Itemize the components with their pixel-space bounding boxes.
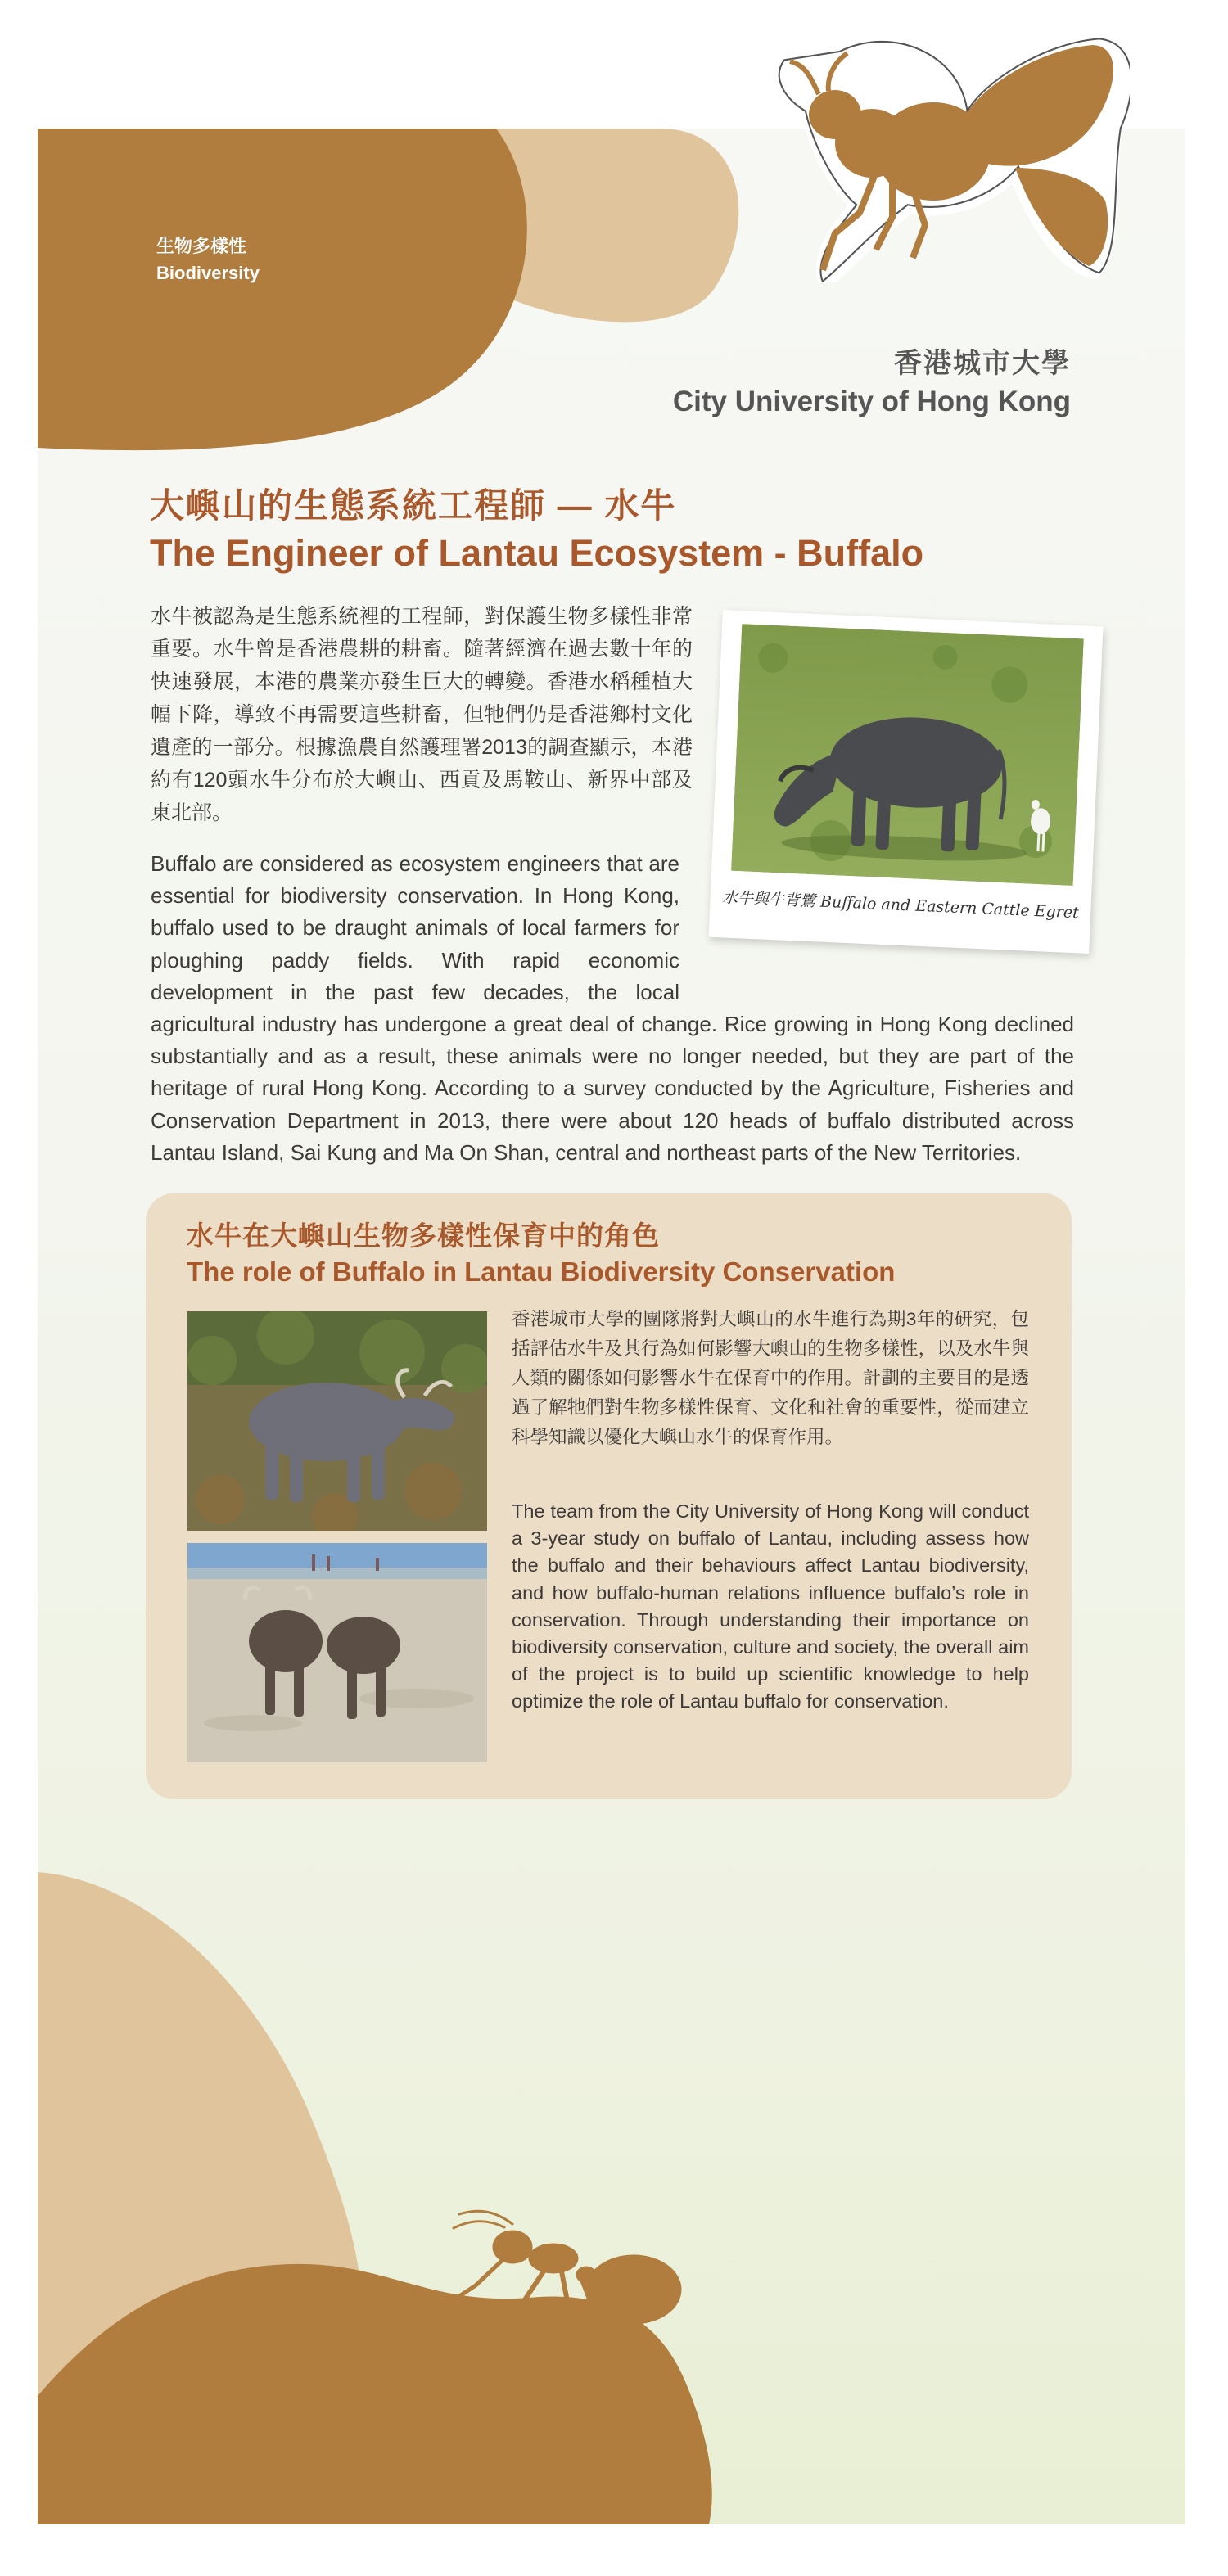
- ant-icon: [422, 2208, 701, 2404]
- university-name: [673, 344, 1071, 421]
- role-title-en: The role of Buffalo in Lantau Biodiversity Conservation: [187, 1256, 896, 1287]
- role-title-zh: 水牛在大嶼山生物多樣性保育中的角色: [187, 1220, 660, 1251]
- buffalo-egret-photo-card: [708, 610, 1103, 954]
- buffalo-egret-photo: [731, 624, 1084, 886]
- buffalo-hillside-photo: [187, 1311, 487, 1531]
- role-section: [146, 1193, 1072, 1799]
- bee-icon: [770, 37, 1130, 282]
- topic-zh: 生物多樣性: [156, 236, 247, 256]
- topic-label: [156, 232, 260, 286]
- university-zh: 香港城市大學: [894, 348, 1071, 379]
- title-zh: 大嶼山的生態系統工程師 — 水牛: [150, 486, 677, 525]
- university-en: City University of Hong Kong: [672, 386, 1071, 417]
- role-text-en: The team from the City University of Hong Kong will conduct a 3-year study on buffalo of Lantau, including assess how the buffalo and their behaviours affect Lantau biodiversity, and how buffalo-human relations influence buffalo’s role in conservation. Through understanding their importance on biodiversity conservation, culture and society, the overall aim of the project is to build up scientific knowledge to help optimize the role of Lantau buffalo for conservation.: [512, 1500, 1029, 1712]
- page-title: [150, 483, 923, 578]
- topic-en: Biodiversity: [156, 263, 260, 283]
- top-brown-blob: [38, 129, 527, 450]
- intro-text-zh: 水牛被認為是生態系統裡的工程師，對保護生物多樣性非常重要。水牛曾是香港農耕的耕畜。隨著經濟在過去數十年的快速發展，本港的農業亦發生巨大的轉變。香港水稻種植大幅下降，導致不再需要這些耕畜，但牠們仍是香港鄉村文化遺產的一部分。根據漁農自然護理署2013的調查顯示，本港約有120頭水牛分布於大嶼山、西貢及馬鞍山、新界中部及東北部。: [151, 605, 693, 824]
- photo-caption: 水牛與牛背鷺 Buffalo and Eastern Cattle Egret: [721, 888, 1080, 923]
- role-text-zh: 香港城市大學的團隊將對大嶼山的水牛進行為期3年的研究，包括評估水牛及其行為如何影響大嶼山的生物多樣性，以及水牛與人類的關係如何影響水牛在保育中的作用。計劃的主要目的是透過了解牠們對生物多樣性保育、文化和社會的重要性，從而建立科學知識以優化大嶼山水牛的保育作用。: [512, 1309, 1029, 1447]
- role-title: [187, 1218, 895, 1290]
- title-en: The Engineer of Lantau Ecosystem - Buffalo: [150, 532, 924, 574]
- intro-text-en: Buffalo are considered as ecosystem engineers that are essential for biodiversity conservation. In Hong Kong, buffalo used to be draught animals of local farmers for ploughing paddy fields. With rapid economic development in the past few decades, the local agricultural industry has undergone a great deal of change. Rice growing in Hong Kong declined substantially and as a result, these animals were no longer needed, but they are part of the heritage of rural Hong Kong. According to a survey conducted by the Agriculture, Fisheries and Conservation Department in 2013, there were about 120 heads of buffalo distributed across Lantau Island, Sai Kung and Ma On Shan, central and northeast parts of the New Territories.: [151, 851, 1074, 1165]
- buffalo-beach-photo: [187, 1543, 487, 1762]
